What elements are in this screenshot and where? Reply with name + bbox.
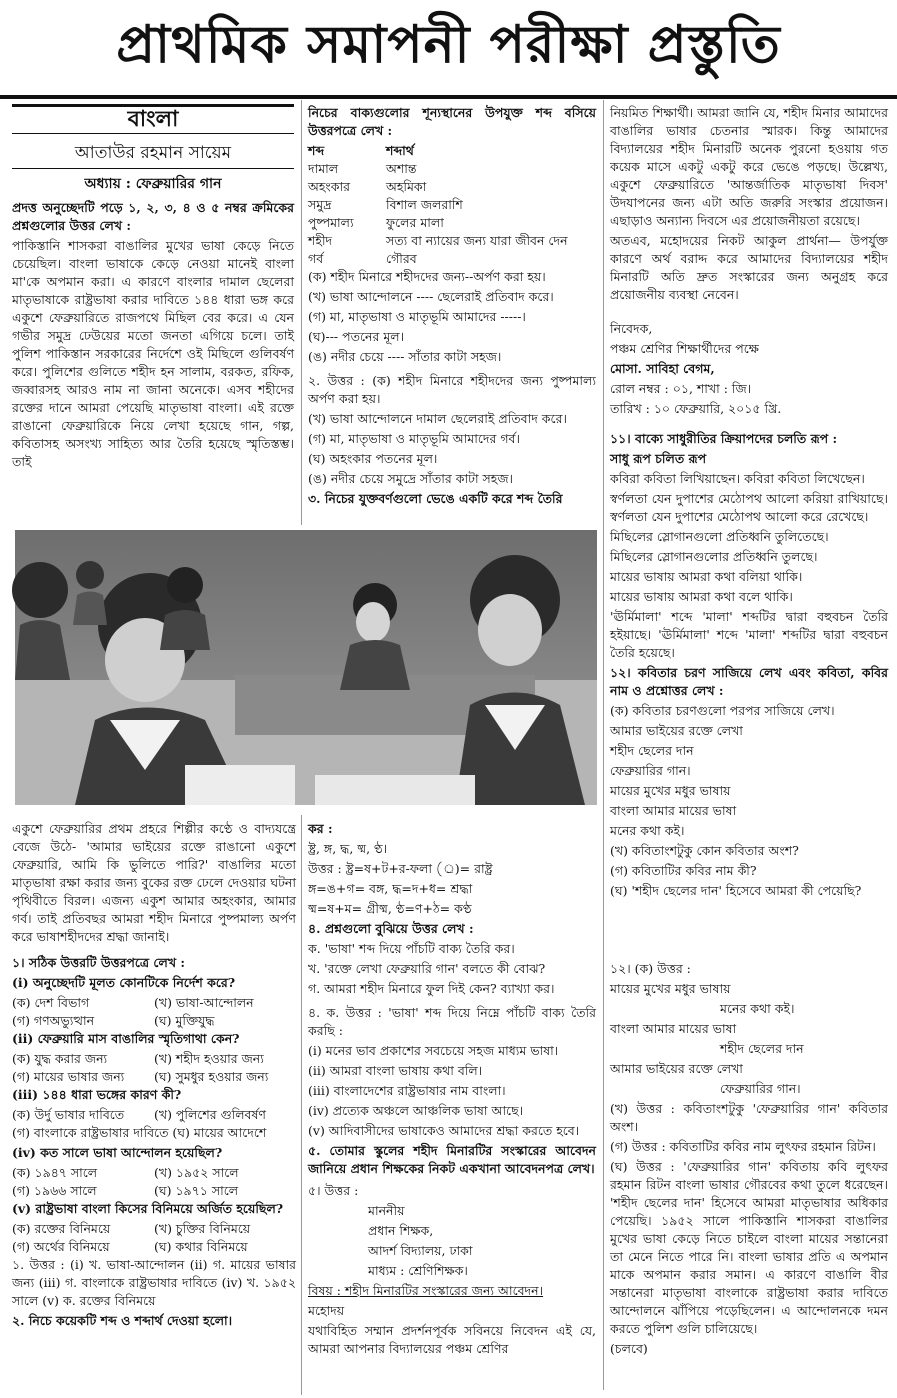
- glossary-row: [308, 196, 596, 214]
- column-rule: [301, 815, 302, 1395]
- page-title: প্রাথমিক সমাপনী পরীক্ষা প্রস্তুতি: [116, 15, 781, 75]
- question-11: ১১। বাক্যে সাধুরীতির ক্রিয়াপদের চলতি রূপ :: [610, 431, 838, 446]
- q11-line: মিছিলের স্লোগানগুলোর প্রতিধ্বনি তুলছে।: [610, 549, 818, 564]
- q4-item: গ. আমরা শহীদ মিনারে ফুল দিই কেন? ব্যাখ্যা কর।: [308, 981, 555, 996]
- mcq-option: (গ) বাংলাকে রাষ্ট্রভাষার দাবিতে (ঘ) মায়ের আদেশে: [12, 1125, 267, 1140]
- mcq-option: (গ) অর্থের বিনিময়ে: [12, 1239, 110, 1254]
- mcq-options: [12, 1182, 296, 1200]
- q11-line: 'ঊর্মিমালা' শব্দে 'মালা' শব্দটির দ্বারা বহুবচন তৈরি হইয়াছে। 'ঊর্মিমালা' শব্দে 'মালা' শব্দটির দ্বারা বহুবচন তৈরি হয়েছে।: [610, 609, 888, 660]
- fill-blank-heading: নিচের বাক্যগুলোর শূন্যস্থানের উপযুক্ত শব্দ বসিয়ে উত্তরপত্রে লেখ :: [308, 105, 596, 138]
- letter-sign-line: নিবেদক,: [610, 321, 653, 336]
- address-line: মাধ্যম : শ্রেণিশিক্ষক।: [368, 1263, 468, 1278]
- letter-salutation: মহোদয়: [308, 1303, 345, 1318]
- instruction: প্রদত্ত অনুচ্ছেদটি পড়ে ১, ২, ৩, ৪ ও ৫ নম্বর ক্রমিকের প্রশ্নগুলোর উত্তর লেখ :: [12, 200, 294, 233]
- mcq-question: (i) অনুচ্ছেদটি মূলত কোনটিকে নির্দেশ করে?: [12, 975, 236, 990]
- answer-item: ২. উত্তর : (ক) শহীদ মিনারে শহীদদের জন্য পুষ্পমাল্য অর্পণ করা হয়।: [308, 373, 596, 406]
- answer-kha: (খ) উত্তর : কবিতাংশটুকু 'ফেব্রুয়ারির গান' কবিতার অংশ।: [610, 1101, 888, 1134]
- answer-item: (ঘ) অহংকার পতনের মূল।: [308, 451, 438, 466]
- answer-4-item: (iii) বাংলাদেশের রাষ্ট্রভাষার নাম বাংলা।: [308, 1083, 506, 1098]
- mcq-option: (খ) শহীদ হওয়ার জন্য: [154, 1051, 264, 1066]
- mcq-option: (ক) ১৯৪৭ সালে: [12, 1165, 98, 1180]
- answer-item: (ঙ) নদীর চেয়ে সমুদ্রে সাঁতার কাটা সহজ।: [308, 471, 514, 486]
- q12-line: শহীদ ছেলের দান: [610, 743, 694, 758]
- mcq-option: (খ) ১৯৫২ সালে: [154, 1165, 239, 1180]
- question-5: ৫. তোমার স্কুলের শহীদ মিনারটির সংস্কারের আবেদন জানিয়ে প্রধান শিক্ষকের নিকট একখানা আবেদনপত্র লেখ।: [308, 1143, 596, 1176]
- glossary-word: শহীদ: [308, 233, 333, 248]
- glossary-meaning: অশান্ত: [386, 161, 417, 176]
- column-rule: [603, 100, 604, 1390]
- glossary-meaning: বিশাল জলরাশি: [386, 197, 463, 212]
- glossary-word: সমুদ্র: [308, 197, 332, 212]
- q12-line: (ঘ) 'শহীদ ছেলের দান' হিসেবে আমরা কী পেয়েছি?: [610, 883, 862, 898]
- letter-body: অতএব, মহোদয়ের নিকট আকুল প্রার্থনা— উপর্যুক্ত কারণে অর্থ বরাদ্দ করে আমাদের বিদ্যালয়ের শহীদ মিনারটি অতি দ্রুত সংস্কারের জন্য অনুগ্রহ করে প্রয়োজনীয় ব্যবস্থা নেবেন।: [610, 233, 888, 302]
- column-2-top: [308, 104, 596, 526]
- q11-line: মিছিলের স্লোগানগুলো প্রতিধ্বনি তুলিতেছে।: [610, 529, 829, 544]
- passage: পাকিস্তানি শাসকরা বাঙালির মুখের ভাষা কেড়ে নিতে চেয়েছিল। বাংলা ভাষাকে কেড়ে নেওয়া মানেই বাংলা মা'কে অপমান করা। এ কারণে বাংলার দামাল ছেলেরা মাতৃভাষাকে রাষ্ট্রভাষা করার দাবিতে ১৪৪ ধারা ভঙ্গ করে একুশে ফেব্রুয়ারিতে রাজপথে মিছিল বের করে। এ যেন গভীর সমুদ্র ঢেউয়ের মতো জনতা এগিয়ে চলে। তাই পুলিশ পাকিস্তান সরকারের নির্দেশে ওই মিছিলে গুলিবর্ষণ করে। পুলিশের গুলিতে শহীদ হন সালাম, বরকত, রফিক, জব্বারসহ আরও নাম না জানা অনেকে। এসব শহীদের রক্তের দানে আমরা পেয়েছি মাতৃভাষা বাংলা। এই রক্তে রাঙানো ফেব্রুয়ারিকে নিয়ে লেখা হয়েছে গান, গল্প, কবিতাসহ অসংখ্য সাহিত্য আর তৈরি হয়েছে স্মৃতিস্তম্ভ। তাই: [12, 238, 294, 469]
- blank-item: (ঘ)--- পতনের মূল।: [308, 329, 405, 344]
- mcq-option: (ক) উর্দু ভাষার দাবিতে: [12, 1107, 125, 1122]
- mcq-options: [12, 1050, 296, 1068]
- author-byline: আতাউর রহমান সায়েম: [12, 140, 294, 169]
- mcq-option: (গ) গণঅভ্যুত্থান: [12, 1013, 95, 1028]
- answer-4-heading: ৪. ক. উত্তর : 'ভাষা' শব্দ দিয়ে নিম্নে পাঁচটি বাক্য তৈরি করছি :: [308, 1005, 596, 1038]
- letter-sign-line: পঞ্চম শ্রেণির শিক্ষার্থীদের পক্ষে: [610, 341, 759, 356]
- q12-line: বাংলা আমার মায়ের ভাষা: [610, 803, 737, 818]
- classroom-photo: [15, 530, 597, 805]
- q11-line: স্বর্ণলতা যেন দুপাশের মেঠোপথ আলো করিয়া রাখিয়াছে। স্বর্ণলতা যেন দুপাশের মেঠোপথ আলো করে রেখেছে।: [610, 491, 888, 524]
- answer-4-item: (i) মনের ভাব প্রকাশের সবচেয়ে সহজ মাধ্যম ভাষা।: [308, 1043, 559, 1058]
- question-4: ৪. প্রশ্নগুলো বুঝিয়ে উত্তর লেখ :: [308, 921, 474, 936]
- mcq-option: (খ) পুলিশের গুলিবর্ষণ: [154, 1107, 266, 1122]
- conjunct-answer: ঙ্গ=ঙ+গ= বঙ্গ, দ্ধ=দ+ধ= শ্রদ্ধা: [308, 881, 473, 896]
- answer-item: (খ) ভাষা আন্দোলনে দামাল ছেলেরাই প্রতিবাদ করে।: [308, 411, 567, 426]
- q12-line: (গ) কবিতাটির কবির নাম কী?: [610, 863, 757, 878]
- mcq-option: (গ) ১৯৬৬ সালে: [12, 1183, 97, 1198]
- mcq-option: (ঘ) কথার বিনিময়ে: [154, 1239, 248, 1254]
- conjunct-list: ষ্ট্র, ঙ্গ, দ্ধ, ষ্ম, ণ্ঠ।: [308, 841, 388, 856]
- mcq-options: [12, 1106, 296, 1124]
- poem-line: মনের কথা কই।: [720, 1001, 795, 1016]
- mcq-options: [12, 1220, 296, 1238]
- question-12: ১২। কবিতার চরণ সাজিয়ে লেখ এবং কবিতা, কবির নাম ও প্রশ্নোত্তর লেখ :: [610, 665, 888, 698]
- mcq-option: (ক) যুদ্ধ করার জন্য: [12, 1051, 108, 1066]
- column-3-bottom: [610, 960, 888, 1395]
- blank-item: (ক) শহীদ মিনারে শহীদদের জন্য--অর্পণ করা হয়।: [308, 269, 546, 284]
- mcq-options: [12, 1238, 296, 1256]
- passage-continued: একুশে ফেব্রুয়ারির প্রথম প্রহরে শিল্পীর কণ্ঠে ও বাদ্যযন্ত্রে বেজে উঠে- 'আমার ভাইয়ের রক্তে রাঙানো একুশে ফেব্রুয়ারি, আমি কি ভুলিতে পারি?' বাঙালির মতো মাতৃভাষা রক্ষা করার জন্য বুকের রক্ত ঢেলে দেওয়ার ঘটনা পৃথিবীতে বিরল। এজন্য একুশ আমার অহংকার, আমার গর্ব। তাই প্রতিবছর আমরা শহীদ মিনারে পুষ্পমাল্য অর্পণ করে ভাষাশহীদদের শ্রদ্ধা জানাই।: [12, 821, 296, 944]
- masthead: [0, 0, 897, 99]
- q11-line: মায়ের ভাষায় আমরা কথা বলে থাকি।: [610, 589, 793, 604]
- mcq-option: (ক) দেশ বিভাগ: [12, 995, 90, 1010]
- glossary-meaning: সত্য বা ন্যায়ের জন্য যারা জীবন দেন: [386, 233, 568, 248]
- mcq-option: (ক) রক্তের বিনিময়ে: [12, 1221, 111, 1236]
- glossary-row: [308, 178, 596, 196]
- question-2: ২. নিচে কয়েকটি শব্দ ও শব্দার্থ দেওয়া হলো।: [12, 1313, 233, 1328]
- answer-ga: (গ) উত্তর : কবিতাটির কবির নাম লুৎফর রহমান রিটন।: [610, 1139, 876, 1154]
- question-1: ১। সঠিক উত্তরটি উত্তরপত্রে লেখ :: [12, 955, 185, 970]
- blank-item: (ঙ) নদীর চেয়ে ---- সাঁতার কাটা সহজ।: [308, 349, 502, 364]
- poem-line: বাংলা আমার মায়ের ভাষা: [610, 1021, 737, 1036]
- answer-item: (গ) মা, মাতৃভাষা ও মাতৃভূমি আমাদের গর্ব।: [308, 431, 520, 446]
- answer-4-item: (ii) আমরা বাংলা ভাষায় কথা বলি।: [308, 1063, 483, 1078]
- mcq-option: (গ) মায়ের ভাষার জন্য: [12, 1069, 125, 1084]
- question-3: ৩. নিচের যুক্তবর্ণগুলো ভেঙে একটি করে শব্দ তৈরি: [308, 491, 563, 506]
- address-line: আদর্শ বিদ্যালয়, ঢাকা: [368, 1243, 473, 1258]
- glossary-meaning: ফুলের মালা: [386, 215, 444, 230]
- mcq-options: [12, 1164, 296, 1182]
- subject-heading: বাংলা: [12, 104, 294, 134]
- glossary-row: [308, 160, 596, 178]
- glossary-word: দামাল: [308, 161, 339, 176]
- chapter-title: অধ্যায় : ফেব্রুয়ারির গান: [84, 176, 222, 192]
- mcq-question: (ii) ফেব্রুয়ারি মাস বাঙালির স্মৃতিগাথা কেন?: [12, 1031, 240, 1046]
- answer-4-item: (v) আদিবাসীদের ভাষাকেও আমাদের শ্রদ্ধা করতে হবে।: [308, 1123, 580, 1138]
- q12-line: (খ) কবিতাংশটুকু কোন কবিতার অংশ?: [610, 843, 799, 858]
- mcq-option: (ঘ) ১৯৭১ সালে: [154, 1183, 239, 1198]
- glossary-row: [308, 214, 596, 232]
- q3-continued: কর :: [308, 821, 333, 836]
- poem-line: শহীদ ছেলের দান: [720, 1041, 804, 1056]
- q12-line: মায়ের মুখের মধুর ভাষায়: [610, 783, 731, 798]
- mcq-options: [12, 1012, 296, 1030]
- column-2-bottom: [308, 820, 596, 1395]
- glossary-word: অহংকার: [308, 179, 351, 194]
- mcq-option: (খ) চুক্তির বিনিময়ে: [154, 1221, 251, 1236]
- glossary-meaning: গৌরব: [386, 251, 417, 266]
- glossary-header: [308, 142, 596, 160]
- glossary-word: গর্ব: [308, 251, 324, 266]
- mcq-option: (খ) ভাষা-আন্দোলন: [154, 995, 254, 1010]
- letter-body: নিয়মিত শিক্ষার্থী। আমরা জানি যে, শহীদ মিনার আমাদের বাঙালির ভাষার চেতনার স্মারক। কিন্তু আমাদের বিদ্যালয়ের শহীদ মিনারটি অনেক পুরনো হওয়ায় গত কয়েক মাসে একটু একটু করে ভেঙে পড়ছে। উল্লেখ্য, একুশে ফেব্রুয়ারিতে 'আন্তর্জাতিক মাতৃভাষা দিবস' উদযাপনের জন্য এটা অতি জরুরি সংস্কার প্রয়োজন। এছাড়াও অন্যান্য দিবসে এর প্রয়োজনীয়তা রয়েছে।: [610, 105, 888, 228]
- column-1-bottom: [12, 820, 296, 1395]
- mcq-options: [12, 1068, 296, 1086]
- mcq-question: (iii) ১৪৪ ধারা ভঙ্গের কারণ কী?: [12, 1087, 182, 1102]
- address-line: প্রধান শিক্ষক,: [368, 1223, 434, 1238]
- mcq-question: (v) রাষ্ট্রভাষা বাংলা কিসের বিনিময়ে অর্জিত হয়েছিল?: [12, 1201, 284, 1216]
- q11-line: কবিরা কবিতা লিখিয়াছেন। কবিরা কবিতা লিখেছেন।: [610, 471, 865, 486]
- glossary-word: পুষ্পমাল্য: [308, 215, 354, 230]
- q4-item: ক. 'ভাষা' শব্দ দিয়ে পাঁচটি বাক্য তৈরি কর।: [308, 941, 515, 956]
- mcq-option: (ঘ) সুমধুর হওয়ার জন্য: [154, 1069, 269, 1084]
- letter-body-start: যথাবিহিত সম্মান প্রদর্শনপূর্বক সবিনয়ে নিবেদন এই যে, আমরা আপনার বিদ্যালয়ের পঞ্চম শ্রেণির: [308, 1323, 596, 1356]
- question-11-sub: সাধু রূপ চলিত রূপ: [610, 451, 707, 466]
- answer-5-heading: ৫। উত্তর :: [308, 1183, 359, 1198]
- glossary-col-meaning: শব্দার্থ: [386, 143, 414, 158]
- conjunct-answer: ষ্ম=ষ+ম= গ্রীষ্ম, ণ্ঠ=ণ+ঠ= কণ্ঠ: [308, 901, 472, 916]
- address-line: মাননীয়: [368, 1203, 405, 1218]
- letter-sign-line: রোল নম্বর : ০১, শাখা : জি।: [610, 381, 752, 396]
- answer-1: ১. উত্তর : (i) খ. ভাষা-আন্দোলন (ii) গ. মায়ের ভাষার জন্য (iii) গ. বাংলাকে রাষ্ট্রভাষার দাবিতে (iv) খ. ১৯৫২ সালে (v) ক. রক্তের বিনিময়ে: [12, 1257, 296, 1308]
- glossary-col-word: শব্দ: [308, 143, 325, 158]
- answer-4-item: (iv) প্রত্যেক অঞ্চলে আঞ্চলিক ভাষা আছে।: [308, 1103, 524, 1118]
- mcq-question: (iv) কত সালে ভাষা আন্দোলন হয়েছিল?: [12, 1145, 223, 1160]
- glossary-row: [308, 232, 596, 250]
- q4-item: খ. 'রক্তে লেখা ফেব্রুয়ারি গান' বলতে কী বোঝ?: [308, 961, 546, 976]
- column-1-top: [12, 104, 294, 524]
- q12-line: (ক) কবিতার চরণগুলো পরপর সাজিয়ে লেখ।: [610, 703, 835, 718]
- mcq-options: [12, 994, 296, 1012]
- column-rule: [301, 100, 302, 525]
- poem-line: মায়ের মুখের মধুর ভাষায়: [610, 981, 731, 996]
- column-3-top: [610, 104, 888, 898]
- mcq-option: (ঘ) মুক্তিযুদ্ধ: [154, 1013, 215, 1028]
- q11-line: মায়ের ভাষায় আমরা কথা বলিয়া থাকি।: [610, 569, 803, 584]
- poem-line: আমার ভাইয়ের রক্তে লেখা: [610, 1061, 743, 1076]
- poem-line: ফেব্রুয়ারির গান।: [720, 1081, 801, 1096]
- letter-sign-line: মোসা. সাবিহা বেগম,: [610, 361, 715, 376]
- blank-item: (গ) মা, মাতৃভাষা ও মাতৃভূমি আমাদের -----।: [308, 309, 526, 324]
- blank-item: (খ) ভাষা আন্দোলনে ---- ছেলেরাই প্রতিবাদ করে।: [308, 289, 554, 304]
- q12-line: ফেব্রুয়ারির গান।: [610, 763, 691, 778]
- answer-12-heading: ১২। (ক) উত্তর :: [610, 961, 691, 976]
- glossary-meaning: অহমিকা: [386, 179, 427, 194]
- q12-line: আমার ভাইয়ের রক্তে লেখা: [610, 723, 743, 738]
- classroom-photo-image: [15, 530, 597, 805]
- letter-sign-line: তারিখ : ১০ ফেব্রুয়ারি, ২০১৫ খ্রি.: [610, 401, 782, 416]
- answer-gha: (ঘ) উত্তর : 'ফেব্রুয়ারির গান' কবিতায় কবি লুৎফর রহমান রিটন বাংলা ভাষার গৌরবের কথা তুলে ধরেছেন। 'শহীদ ছেলের দান' হিসেবে আমরা মাতৃভাষার অধিকার পেয়েছি। ১৯৫২ সালে পাকিস্তানি শাসকরা বাঙালির মুখের ভাষা কেড়ে নিতে চাইলে বাংলা মায়ের সন্তানেরা তা মেনে নিতে পারে নি। বাংলা ভাষার প্রতি এ অপমান মাকে অপমান করার সমান। এ কারণে বাঙালি বীর সন্তানেরা মাতৃভাষা বাংলাকে রাষ্ট্রভাষা করার দাবিতে আন্দোলনে ঝাঁপিয়ে পড়েছিলেন। এ আন্দোলনকে দমন করতে পুলিশ গুলি চালিয়েছে।: [610, 1159, 888, 1336]
- continued-label: (চলবে): [610, 1341, 648, 1356]
- q12-line: মনের কথা কই।: [610, 823, 685, 838]
- letter-subject: বিষয় : শহীদ মিনারটির সংস্কারের জন্য আবেদন।: [308, 1283, 544, 1298]
- conjunct-answer: উত্তর : ষ্ট্র=ষ+ট+র-ফলা (্র)= রাষ্ট্র: [308, 861, 493, 876]
- glossary-row: [308, 250, 596, 268]
